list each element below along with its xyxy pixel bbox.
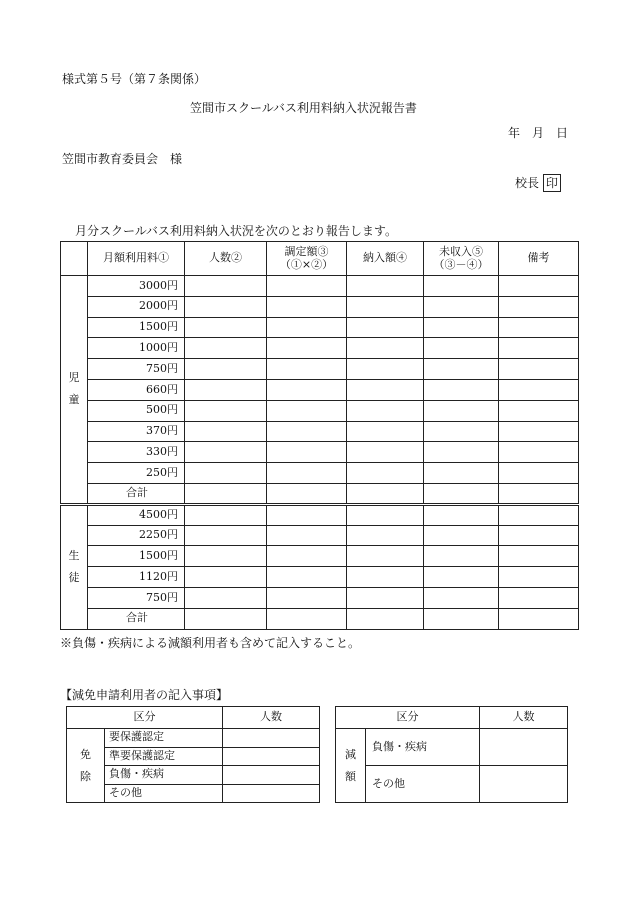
category-cell: 準要保護認定 — [105, 747, 223, 766]
input-cell[interactable] — [499, 587, 579, 608]
header-remarks: 備考 — [499, 242, 579, 276]
document-title: 笠間市スクールバス利用料納入状況報告書 — [190, 101, 417, 115]
input-cell[interactable] — [185, 379, 267, 400]
header-monthly-fee: 月額利用料① — [88, 242, 185, 276]
input-cell[interactable] — [499, 504, 579, 525]
table-row — [61, 317, 579, 338]
category-cell: その他 — [105, 784, 223, 803]
table-row — [336, 729, 568, 766]
exemption-header-row — [67, 707, 320, 729]
blank-header-cell — [61, 242, 88, 276]
input-cell[interactable] — [424, 296, 499, 317]
input-cell[interactable] — [499, 442, 579, 463]
header-unpaid-amount: 未収入⑤ （③－④） — [424, 242, 499, 276]
children-total-row — [61, 483, 579, 504]
input-cell[interactable] — [185, 463, 267, 484]
input-cell[interactable] — [424, 400, 499, 421]
input-cell[interactable] — [424, 587, 499, 608]
fee-cell: 1500円 — [88, 546, 185, 567]
input-cell[interactable] — [347, 483, 424, 504]
input-cell[interactable] — [185, 442, 267, 463]
fee-cell: 330円 — [88, 442, 185, 463]
input-cell[interactable] — [267, 317, 347, 338]
input-cell[interactable] — [347, 296, 424, 317]
input-cell[interactable] — [499, 608, 579, 629]
children-group-label: 児 童 — [61, 276, 88, 505]
header-category: 区分 — [336, 707, 480, 729]
table-row — [61, 400, 579, 421]
input-cell[interactable] — [499, 400, 579, 421]
input-cell[interactable] — [267, 608, 347, 629]
input-cell[interactable] — [424, 359, 499, 380]
input-cell[interactable] — [499, 525, 579, 546]
input-cell[interactable] — [424, 442, 499, 463]
header-category: 区分 — [67, 707, 223, 729]
input-cell[interactable] — [499, 463, 579, 484]
input-cell[interactable] — [499, 379, 579, 400]
input-cell[interactable] — [347, 317, 424, 338]
fee-cell: 4500円 — [88, 504, 185, 525]
input-cell[interactable] — [267, 400, 347, 421]
input-cell[interactable] — [347, 546, 424, 567]
fee-status-table — [60, 241, 579, 630]
input-cell[interactable] — [267, 442, 347, 463]
table-row — [61, 338, 579, 359]
fee-cell: 750円 — [88, 587, 185, 608]
input-cell[interactable] — [185, 338, 267, 359]
input-cell[interactable] — [267, 525, 347, 546]
input-cell[interactable] — [424, 338, 499, 359]
reduction-group-label: 減 額 — [336, 729, 366, 803]
total-label: 合計 — [88, 483, 185, 504]
input-cell[interactable] — [267, 379, 347, 400]
fee-cell: 1000円 — [88, 338, 185, 359]
input-cell[interactable] — [185, 608, 267, 629]
input-cell[interactable] — [424, 421, 499, 442]
fee-cell: 2250円 — [88, 525, 185, 546]
input-cell[interactable] — [185, 546, 267, 567]
table-row — [67, 729, 320, 748]
category-cell: 負傷・疾病 — [105, 766, 223, 785]
input-cell[interactable] — [185, 587, 267, 608]
input-cell[interactable] — [267, 296, 347, 317]
table-row — [67, 747, 320, 766]
input-cell[interactable] — [185, 400, 267, 421]
input-cell[interactable] — [347, 379, 424, 400]
reduction-header-row — [336, 707, 568, 729]
input-cell[interactable] — [424, 317, 499, 338]
input-cell[interactable] — [267, 546, 347, 567]
fee-cell: 1120円 — [88, 567, 185, 588]
input-cell[interactable] — [223, 747, 320, 766]
table-row — [67, 784, 320, 803]
input-cell[interactable] — [347, 421, 424, 442]
input-cell[interactable] — [267, 338, 347, 359]
fee-cell: 750円 — [88, 359, 185, 380]
input-cell[interactable] — [347, 442, 424, 463]
input-cell[interactable] — [347, 463, 424, 484]
table-row — [61, 587, 579, 608]
input-cell[interactable] — [267, 587, 347, 608]
input-cell[interactable] — [185, 296, 267, 317]
input-cell[interactable] — [267, 359, 347, 380]
input-cell[interactable] — [499, 276, 579, 297]
header-paid-amount: 納入額④ — [347, 242, 424, 276]
input-cell[interactable] — [424, 379, 499, 400]
category-cell: 負傷・疾病 — [366, 729, 480, 766]
input-cell[interactable] — [267, 421, 347, 442]
table-row — [61, 276, 579, 297]
table-row — [336, 766, 568, 803]
section-title: 【減免申請利用者の記入事項】 — [60, 688, 229, 702]
input-cell[interactable] — [347, 587, 424, 608]
fee-cell: 370円 — [88, 421, 185, 442]
input-cell[interactable] — [347, 359, 424, 380]
input-cell[interactable] — [267, 504, 347, 525]
input-cell[interactable] — [267, 463, 347, 484]
input-cell[interactable] — [347, 525, 424, 546]
input-cell[interactable] — [185, 567, 267, 588]
fee-cell: 2000円 — [88, 296, 185, 317]
table-row — [61, 421, 579, 442]
input-cell[interactable] — [424, 483, 499, 504]
fee-cell: 1500円 — [88, 317, 185, 338]
input-cell[interactable] — [424, 546, 499, 567]
input-cell[interactable] — [185, 276, 267, 297]
students-total-row — [61, 608, 579, 629]
input-cell[interactable] — [499, 338, 579, 359]
input-cell[interactable] — [347, 504, 424, 525]
table-row — [61, 463, 579, 484]
input-cell[interactable] — [499, 483, 579, 504]
note-text: ※負傷・疾病による減額利用者も含めて記入すること。 — [60, 636, 361, 650]
category-cell: その他 — [366, 766, 480, 803]
fee-cell: 250円 — [88, 463, 185, 484]
input-cell[interactable] — [424, 504, 499, 525]
input-cell[interactable] — [499, 296, 579, 317]
input-cell[interactable] — [499, 359, 579, 380]
table-row — [61, 442, 579, 463]
exemption-group-label: 免 除 — [67, 729, 105, 803]
input-cell[interactable] — [480, 729, 568, 766]
input-cell[interactable] — [424, 463, 499, 484]
students-group-label: 生 徒 — [61, 504, 88, 629]
table-row — [61, 379, 579, 400]
input-cell[interactable] — [347, 400, 424, 421]
report-date: 年 月 日 — [508, 126, 569, 140]
input-cell[interactable] — [185, 421, 267, 442]
table-row — [61, 546, 579, 567]
input-cell[interactable] — [347, 276, 424, 297]
table-row — [61, 525, 579, 546]
input-cell[interactable] — [480, 766, 568, 803]
fee-cell: 660円 — [88, 379, 185, 400]
input-cell[interactable] — [424, 608, 499, 629]
total-label: 合計 — [88, 608, 185, 629]
category-cell: 要保護認定 — [105, 729, 223, 748]
table-row — [61, 359, 579, 380]
input-cell[interactable] — [185, 317, 267, 338]
fee-cell: 500円 — [88, 400, 185, 421]
fee-cell: 3000円 — [88, 276, 185, 297]
table-row — [61, 567, 579, 588]
principal-signature — [515, 174, 561, 192]
header-count: 人数 — [223, 707, 320, 729]
input-cell[interactable] — [267, 483, 347, 504]
input-cell[interactable] — [499, 546, 579, 567]
input-cell[interactable] — [223, 729, 320, 748]
table-row — [61, 296, 579, 317]
input-cell[interactable] — [347, 338, 424, 359]
principal-label: 校長 — [515, 176, 540, 190]
input-cell[interactable] — [424, 276, 499, 297]
input-cell[interactable] — [267, 276, 347, 297]
input-cell[interactable] — [499, 421, 579, 442]
input-cell[interactable] — [185, 504, 267, 525]
input-cell[interactable] — [499, 567, 579, 588]
input-cell[interactable] — [185, 483, 267, 504]
header-count: 人数 — [480, 707, 568, 729]
input-cell[interactable] — [185, 525, 267, 546]
input-cell[interactable] — [223, 784, 320, 803]
input-cell[interactable] — [267, 567, 347, 588]
intro-text: 月分スクールバス利用料納入状況を次のとおり報告します。 — [75, 224, 397, 238]
input-cell[interactable] — [223, 766, 320, 785]
input-cell[interactable] — [499, 317, 579, 338]
input-cell[interactable] — [347, 567, 424, 588]
input-cell[interactable] — [424, 567, 499, 588]
addressee: 笠間市教育委員会 様 — [62, 152, 183, 166]
reduction-table — [335, 706, 568, 803]
header-headcount: 人数② — [185, 242, 267, 276]
table-header-row — [61, 242, 579, 276]
input-cell[interactable] — [347, 608, 424, 629]
header-assessed-amount: 調定額③ （①×②） — [267, 242, 347, 276]
table-row — [67, 766, 320, 785]
exemption-table — [66, 706, 320, 803]
seal-stamp: 印 — [543, 174, 561, 192]
input-cell[interactable] — [424, 525, 499, 546]
table-row — [61, 504, 579, 525]
form-number: 様式第５号（第７条関係） — [62, 72, 207, 86]
input-cell[interactable] — [185, 359, 267, 380]
